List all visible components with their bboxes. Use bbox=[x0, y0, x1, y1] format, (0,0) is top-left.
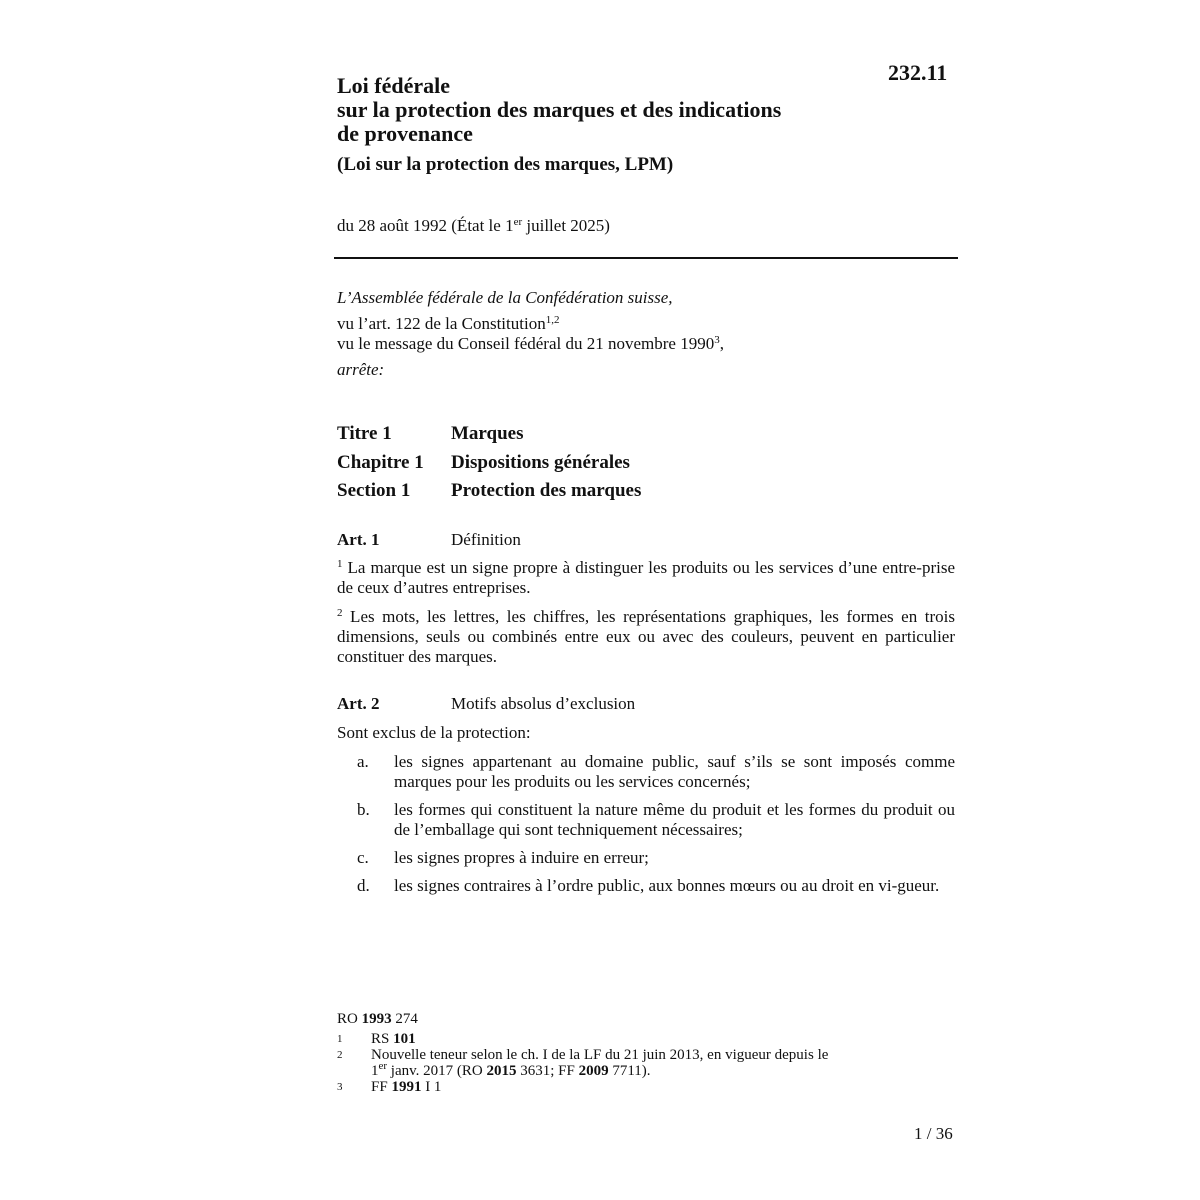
heading-title bbox=[337, 423, 641, 452]
list-text: les signes propres à induire en erreur; bbox=[394, 848, 649, 867]
article-title: Définition bbox=[451, 530, 521, 549]
fn-part: 1 bbox=[371, 1063, 379, 1079]
article-title: Motifs absolus d’exclusion bbox=[451, 694, 636, 713]
list-text: les formes qui constituent la nature même du produit et les formes du produit ou de l’emballage qui sont techniquement nécessaires; bbox=[394, 800, 955, 839]
preamble-text: vu le message du Conseil fédéral du 21 novembre 1990 bbox=[337, 334, 715, 353]
short-title: (Loi sur la protection des marques, LPM) bbox=[337, 154, 674, 175]
para-number: 2 bbox=[337, 607, 343, 619]
heading-chapter bbox=[337, 452, 641, 481]
list-letter: a. bbox=[357, 752, 369, 771]
fn-part: janv. 2017 (RO bbox=[387, 1063, 487, 1079]
para-text: La marque est un signe propre à distinguer les produits ou les services d’une entre-prise de ceux d’autres entreprises. bbox=[337, 558, 955, 597]
footnote-text bbox=[371, 1031, 416, 1047]
sr-number: 232.11 bbox=[888, 60, 948, 85]
heading-label: Titre 1 bbox=[337, 423, 392, 444]
footnote-ref[interactable]: 3 bbox=[714, 334, 720, 346]
fn-suffix: I 1 bbox=[421, 1079, 442, 1095]
footnote-text bbox=[371, 1079, 441, 1095]
list-letter: d. bbox=[357, 876, 370, 895]
footnote-number: 3 bbox=[337, 1081, 343, 1093]
preamble-text: vu l’art. 122 de la Constitution bbox=[337, 314, 546, 333]
fn-sup: er bbox=[378, 1060, 388, 1072]
list-item bbox=[337, 800, 955, 840]
heading-section bbox=[337, 480, 641, 509]
heading-label: Chapitre 1 bbox=[337, 451, 424, 473]
footnote bbox=[337, 1031, 877, 1047]
para-number: 1 bbox=[337, 558, 343, 570]
preamble-decides: arrête: bbox=[337, 360, 385, 379]
date-sup: er bbox=[513, 216, 523, 228]
fn-line: Nouvelle teneur selon le ch. I de la LF du 21 juin 2013, en vigueur depuis le bbox=[371, 1047, 829, 1063]
preamble-punct: , bbox=[719, 334, 724, 353]
fn-bold: 2009 bbox=[578, 1063, 609, 1079]
list-letter: b. bbox=[357, 800, 370, 819]
footnote bbox=[337, 1079, 877, 1095]
para-text: Les mots, les lettres, les chiffres, les représentations graphiques, les formes en trois dimensions, seuls ou combinés entre eux ou avec des couleurs, peuvent en particulier constituer des marques. bbox=[337, 607, 955, 666]
list-letter: c. bbox=[357, 848, 369, 867]
official-source bbox=[337, 1011, 418, 1028]
page-indicator: 1 / 36 bbox=[914, 1124, 953, 1143]
preamble-line-message bbox=[337, 334, 957, 354]
fn-bold: 101 bbox=[393, 1031, 416, 1047]
enactment-date bbox=[337, 216, 610, 236]
list-item bbox=[337, 752, 955, 792]
source-page: 274 bbox=[391, 1011, 418, 1027]
title-line: de provenance bbox=[337, 121, 473, 146]
exclusion-list bbox=[337, 752, 955, 904]
heading-text: Dispositions générales bbox=[451, 451, 630, 473]
heading-text: Marques bbox=[451, 423, 524, 444]
title-divider bbox=[334, 257, 958, 259]
date-prefix: du 28 août 1992 (État le 1 bbox=[337, 216, 514, 235]
structure-headings bbox=[337, 423, 641, 509]
title-line: Loi fédérale bbox=[337, 73, 451, 98]
preamble-line-constitution bbox=[337, 314, 957, 334]
footnote-text bbox=[371, 1047, 828, 1079]
fn-part: 7711). bbox=[608, 1063, 651, 1079]
article-2-heading bbox=[337, 694, 635, 714]
footnote bbox=[337, 1047, 877, 1079]
source-prefix: RO bbox=[337, 1011, 362, 1027]
list-text: les signes appartenant au domaine public, sauf s’ils se sont imposés comme marques pour les produits ou les services concernés; bbox=[394, 752, 955, 791]
heading-label: Section 1 bbox=[337, 480, 411, 501]
date-suffix: juillet 2025) bbox=[522, 216, 610, 235]
preamble-assembly: L’Assemblée fédérale de la Confédération suisse, bbox=[337, 288, 673, 307]
law-title bbox=[337, 74, 897, 146]
source-year: 1993 bbox=[361, 1011, 392, 1027]
footnotes bbox=[337, 1031, 877, 1095]
list-text: les signes contraires à l’ordre public, aux bonnes mœurs ou au droit en vi-gueur. bbox=[394, 876, 940, 895]
fn-bold: 1991 bbox=[391, 1079, 422, 1095]
heading-text: Protection des marques bbox=[451, 480, 642, 501]
article-2-intro: Sont exclus de la protection: bbox=[337, 723, 531, 742]
title-line: sur la protection des marques et des indications bbox=[337, 97, 782, 122]
article-1-heading bbox=[337, 530, 521, 550]
fn-part: 3631; FF bbox=[516, 1063, 579, 1079]
article-number: Art. 2 bbox=[337, 694, 380, 713]
footnote-number: 1 bbox=[337, 1033, 343, 1045]
footnote-number: 2 bbox=[337, 1049, 343, 1061]
fn-prefix: RS bbox=[371, 1031, 394, 1047]
preamble bbox=[337, 288, 957, 380]
list-item bbox=[337, 876, 955, 896]
list-item bbox=[337, 848, 955, 868]
fn-bold: 2015 bbox=[486, 1063, 517, 1079]
fn-prefix: FF bbox=[371, 1079, 392, 1095]
article-number: Art. 1 bbox=[337, 530, 380, 549]
article-1-para-2 bbox=[337, 607, 955, 667]
footnote-ref[interactable]: 1,2 bbox=[545, 314, 560, 326]
article-1-para-1 bbox=[337, 558, 955, 598]
